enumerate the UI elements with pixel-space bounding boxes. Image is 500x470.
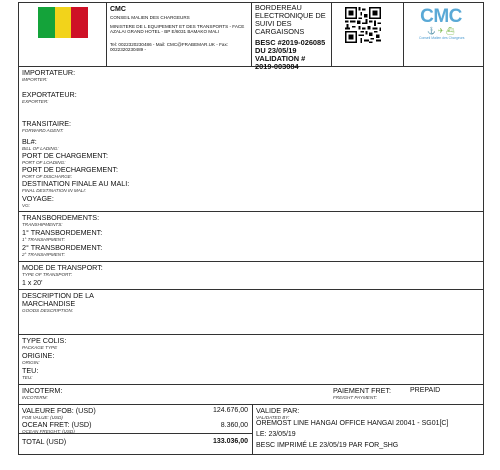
org-short: CMC [110,6,126,13]
ocean-freight-amount: 8.360,00 [220,422,248,429]
origin-field [22,352,54,365]
qr-code [345,7,381,43]
mali-flag [38,7,88,38]
cmc-logo-caption: Conseil Malien des Chargeurs [419,36,465,40]
bl-field [22,138,59,151]
goods-description-sublabel: GOODS DESCRIPTION: [22,308,74,313]
fob-amount: 124.676,00 [212,407,248,414]
forwarder-label: TRANSITAIRE: [22,119,71,128]
destination-sublabel: FINAL DESTINATION IN MALI: [22,188,86,193]
voyage-sublabel: VG: [22,203,30,208]
cmc-logo [419,6,463,46]
doc-title [255,4,331,71]
loading-port-label: PORT DE CHARGEMENT: [22,151,108,160]
teu-sublabel: TEU: [22,375,33,380]
ocean-freight-label: OCEAN FRET: (USD) [22,420,92,429]
exporter-field [22,91,77,104]
transshipments-field [22,214,99,227]
goods-description-field [22,292,94,313]
freight-payment-sublabel: FREIGHT PAYMENT: [333,395,377,400]
goods-description-label-2: MARCHANDISE [22,299,76,308]
forwarder-sublabel: FORWARD AGENT: [22,128,64,133]
ocean-freight-field [22,421,91,434]
validated-by-sublabel: VALIDATED BY: [256,415,290,420]
incoterm-field [22,387,62,400]
destination-field [22,180,129,193]
section-divider-6 [18,404,484,405]
ministry-address: MINISTERE DE L EQUIPEMENT ET DES TRANSPORTS - FACE AZALAI GRAND HOTEL - BP E/6031 BAMAKO MALI [110,24,245,35]
freight-payment-label: PAIEMENT FRET: [333,386,392,395]
discharge-port-label: PORT DE DECHARGEMENT: [22,165,118,174]
voyage-field [22,195,54,208]
validating-office: OREMOST LINE HANGAI OFFICE HANGAI 20041 - SG01[C] [256,420,449,427]
incoterm-sublabel: INCOTERM: [22,395,48,400]
org-name: CONSEIL MALIEN DES CHARGEURS [110,15,190,20]
section-divider-5 [18,384,484,385]
origin-sublabel: ORIGIN: [22,360,40,365]
exporter-sublabel: EXPORTER: [22,99,49,104]
voyage-label: VOYAGE: [22,194,54,203]
fob-sublabel: FOB VALUE: (USD) [22,415,63,420]
contact-info: Tel: 0022320230486 - Mail: CMC@FRABEMAR.UK - Fax: 0022320230489 - [110,42,229,53]
transport-mode-label: MODE DE TRANSPORT: [22,263,103,272]
fob-value-field [22,407,96,420]
discharge-port-field [22,166,118,179]
freight-payment-value: PREPAID [410,387,441,394]
validated-by-label: VALIDE PAR: [256,406,300,415]
validation-date: LE: 23/05/19 [256,431,296,438]
package-type-sublabel: PACKAGE TYPE [22,345,58,350]
package-type-label: TYPE COLIS: [22,336,67,345]
transshipments-sublabel: TRANSHIPMENTS: [22,222,63,227]
transshipments-label: TRANSBORDEMENTS: [22,213,100,222]
freight-payment-field [333,387,391,400]
fob-label: VALEURE FOB: (USD) [22,406,96,415]
doc-title-line-2: ELECTRONIQUE DE [255,11,326,20]
total-amount: 133.036,00 [212,438,248,445]
header-divider [18,66,484,67]
ocean-freight-sublabel: OCEAN FREIGHT: (USD) [22,429,75,434]
besc-number: BESC #2019-026085 [255,38,326,47]
forwarder-field [22,120,71,133]
teu-label: TEU: [22,366,39,375]
exporter-label: EXPORTATEUR: [22,90,77,99]
flag-stripe-yellow [55,7,72,38]
cmc-logo-text: CMC [420,6,462,27]
teu-field [22,367,38,380]
transshipment-2-field [22,244,102,257]
doc-title-line-3: SUIVI DES [255,19,292,28]
transshipment-1-field [22,229,102,242]
importer-label: IMPORTATEUR: [22,68,76,77]
transshipment-2-sublabel: 2° TRANSHIPMENT: [22,252,65,257]
header-col-divider-4 [403,2,404,66]
totals-col-divider [252,404,253,455]
transport-mode-field [22,264,103,288]
transport-mode-value: 1 x 20' [22,280,43,287]
doc-title-line-1: BORDEREAU [255,3,302,12]
transshipment-2-label: 2° TRANSBORDEMENT: [22,243,103,252]
goods-description-label-1: DESCRIPTION DE LA [22,291,94,300]
importer-sublabel: IMPORTER: [22,77,48,82]
transport-mode-sublabel: TYPE OF TRANSPORT: [22,272,73,277]
header-col-divider-2 [251,2,252,66]
transshipment-1-label: 1° TRANSBORDEMENT: [22,228,103,237]
origin-label: ORIGINE: [22,351,55,360]
discharge-port-sublabel: PORT OF DISCHARGE: [22,174,73,179]
bl-sublabel: BILL OF LADING: [22,146,59,151]
flag-stripe-green [38,7,55,38]
incoterm-label: INCOTERM: [22,386,63,395]
section-divider-3 [18,289,484,290]
loading-port-field [22,152,108,165]
transshipment-1-sublabel: 1° TRANSHIPMENT: [22,237,65,242]
validation-label: VALIDATION # [255,54,306,63]
destination-label: DESTINATION FINALE AU MALI: [22,179,130,188]
section-divider-2 [18,261,484,262]
printed-note: BESC IMPRIMÉ LE 23/05/19 PAR FOR_SHG [256,442,399,449]
cmc-logo-figures: ⚓ ✈ ⛴ [427,28,455,35]
doc-title-line-4: CARGAISONS [255,27,305,36]
package-type-field [22,337,66,350]
bl-label: BL#: [22,137,37,146]
total-label: TOTAL (USD) [22,437,67,446]
header-col-divider-3 [331,2,332,66]
flag-stripe-red [71,7,88,38]
section-divider-4 [18,334,484,335]
validation-number: 2019-003084 [255,62,299,71]
loading-port-sublabel: PORT OF LOADING: [22,160,66,165]
header-col-divider-1 [106,2,107,66]
validated-by-field [256,407,299,420]
importer-field [22,69,75,82]
section-divider-1 [18,211,484,212]
besc-date: DU 23/05/19 [255,46,297,55]
